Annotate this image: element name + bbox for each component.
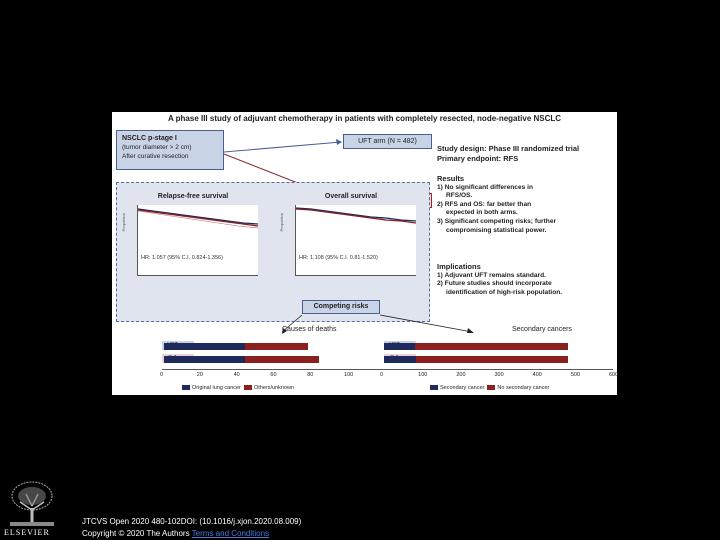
study-design bbox=[437, 144, 579, 164]
tick-label: 600 bbox=[609, 372, 619, 378]
results-item: RFS/OS. bbox=[446, 192, 473, 200]
tick-label: 40 bbox=[233, 372, 240, 378]
publisher-name: ELSEVIER bbox=[4, 528, 50, 537]
x-axis bbox=[384, 369, 613, 370]
chart-title: Causes of deaths bbox=[282, 326, 337, 333]
implications-section bbox=[437, 262, 562, 297]
competing-risks-box: Competing risks bbox=[302, 300, 380, 314]
nsclc-tumor-size: (tumor diameter > 2 cm) bbox=[122, 143, 192, 151]
km-right-title: Overall survival bbox=[324, 193, 378, 200]
tick-label: 100 bbox=[344, 372, 354, 378]
implications-heading: Implications bbox=[437, 262, 481, 271]
bar-segment bbox=[416, 356, 567, 363]
km-right-curves bbox=[296, 205, 416, 275]
bar-segment bbox=[245, 343, 308, 350]
results-item: expected in both arms. bbox=[446, 209, 518, 217]
tick-label: 60 bbox=[270, 372, 277, 378]
tick-label: 400 bbox=[532, 372, 542, 378]
results-item: 3) Significant competing risks; further bbox=[437, 218, 557, 225]
tick-label: 300 bbox=[494, 372, 504, 378]
bar-segment bbox=[384, 356, 416, 363]
nsclc-eligibility-box bbox=[116, 130, 224, 170]
legend-label: No secondary cancer bbox=[497, 385, 550, 391]
chart-legend bbox=[182, 385, 294, 391]
tick-label: 20 bbox=[196, 372, 203, 378]
citation: JTCVS Open 2020 480-102DOI: (10.1016/j.xjon.2020.08.009) bbox=[82, 517, 302, 526]
implications-item: identification of high-risk population. bbox=[446, 288, 563, 296]
legend-label: Others/unknown bbox=[253, 385, 295, 391]
bar-segment bbox=[164, 356, 245, 363]
chart-legend bbox=[430, 385, 549, 391]
elsevier-tree-logo bbox=[6, 478, 58, 530]
km-left-curves bbox=[138, 205, 258, 275]
km-relapse-free bbox=[123, 193, 263, 293]
results-item: 2) RFS and OS: far better than bbox=[437, 200, 532, 208]
nsclc-stage: NSCLC p-stage I bbox=[122, 135, 177, 142]
bar-segment bbox=[415, 343, 568, 350]
tick-label: 80 bbox=[307, 372, 314, 378]
km-left-ylabel: Proportion bbox=[121, 213, 126, 232]
tick-label: 500 bbox=[570, 372, 581, 378]
tick-label: 100 bbox=[418, 372, 428, 378]
copyright bbox=[82, 529, 269, 538]
km-right-ylabel: Proportion bbox=[279, 213, 284, 232]
tick-label: 200 bbox=[456, 372, 466, 378]
figure-title: A phase III study of adjuvant chemotherapy in patients with completely resected, node-negative NSCLC bbox=[167, 114, 562, 123]
results-section bbox=[437, 174, 556, 235]
bar-segment bbox=[384, 343, 415, 350]
km-left-title: Relapse-free survival bbox=[157, 193, 229, 200]
bar-segment bbox=[164, 343, 245, 350]
results-item: compromising statistical power. bbox=[446, 226, 547, 234]
km-left-hr: HR: 1.057 (95% C.I. 0.824-1.356) bbox=[141, 255, 223, 261]
legend-swatch bbox=[487, 385, 495, 390]
graphical-abstract-figure bbox=[112, 112, 617, 395]
terms-link[interactable]: Terms and Conditions bbox=[191, 529, 270, 538]
copyright-text: Copyright © 2020 The Authors bbox=[82, 529, 190, 538]
results-heading: Results bbox=[437, 174, 465, 183]
km-right-plot bbox=[295, 205, 416, 276]
nsclc-resection: After curative resection bbox=[122, 152, 189, 160]
uft-arm-box: UFT arm (N = 482) bbox=[343, 134, 432, 149]
implications-item: 1) Adjuvant UFT remains standard. bbox=[437, 271, 546, 279]
legend-label: Original lung cancer bbox=[192, 385, 241, 391]
tick-label: 0 bbox=[160, 372, 164, 378]
chart-title: Secondary cancers bbox=[512, 326, 572, 333]
bar-segment bbox=[245, 356, 319, 363]
implications-item: 2) Future studies should incorporate bbox=[437, 280, 552, 288]
km-left-plot bbox=[137, 205, 258, 276]
legend-swatch bbox=[244, 385, 252, 390]
km-overall-survival bbox=[281, 193, 421, 293]
km-right-hr: HR: 1.108 (95% C.I. 0.81-1.520) bbox=[299, 255, 378, 261]
legend-swatch bbox=[430, 385, 438, 390]
results-item: 1) No significant differences in bbox=[437, 183, 533, 191]
legend-label: Secondary cancer bbox=[440, 385, 485, 391]
tick-label: 0 bbox=[380, 372, 384, 378]
legend-swatch bbox=[182, 385, 190, 390]
survival-panel bbox=[116, 182, 430, 322]
study-design-line2: Primary endpoint: RFS bbox=[437, 153, 519, 163]
study-design-line1: Study design: Phase III randomized trial bbox=[437, 144, 580, 153]
